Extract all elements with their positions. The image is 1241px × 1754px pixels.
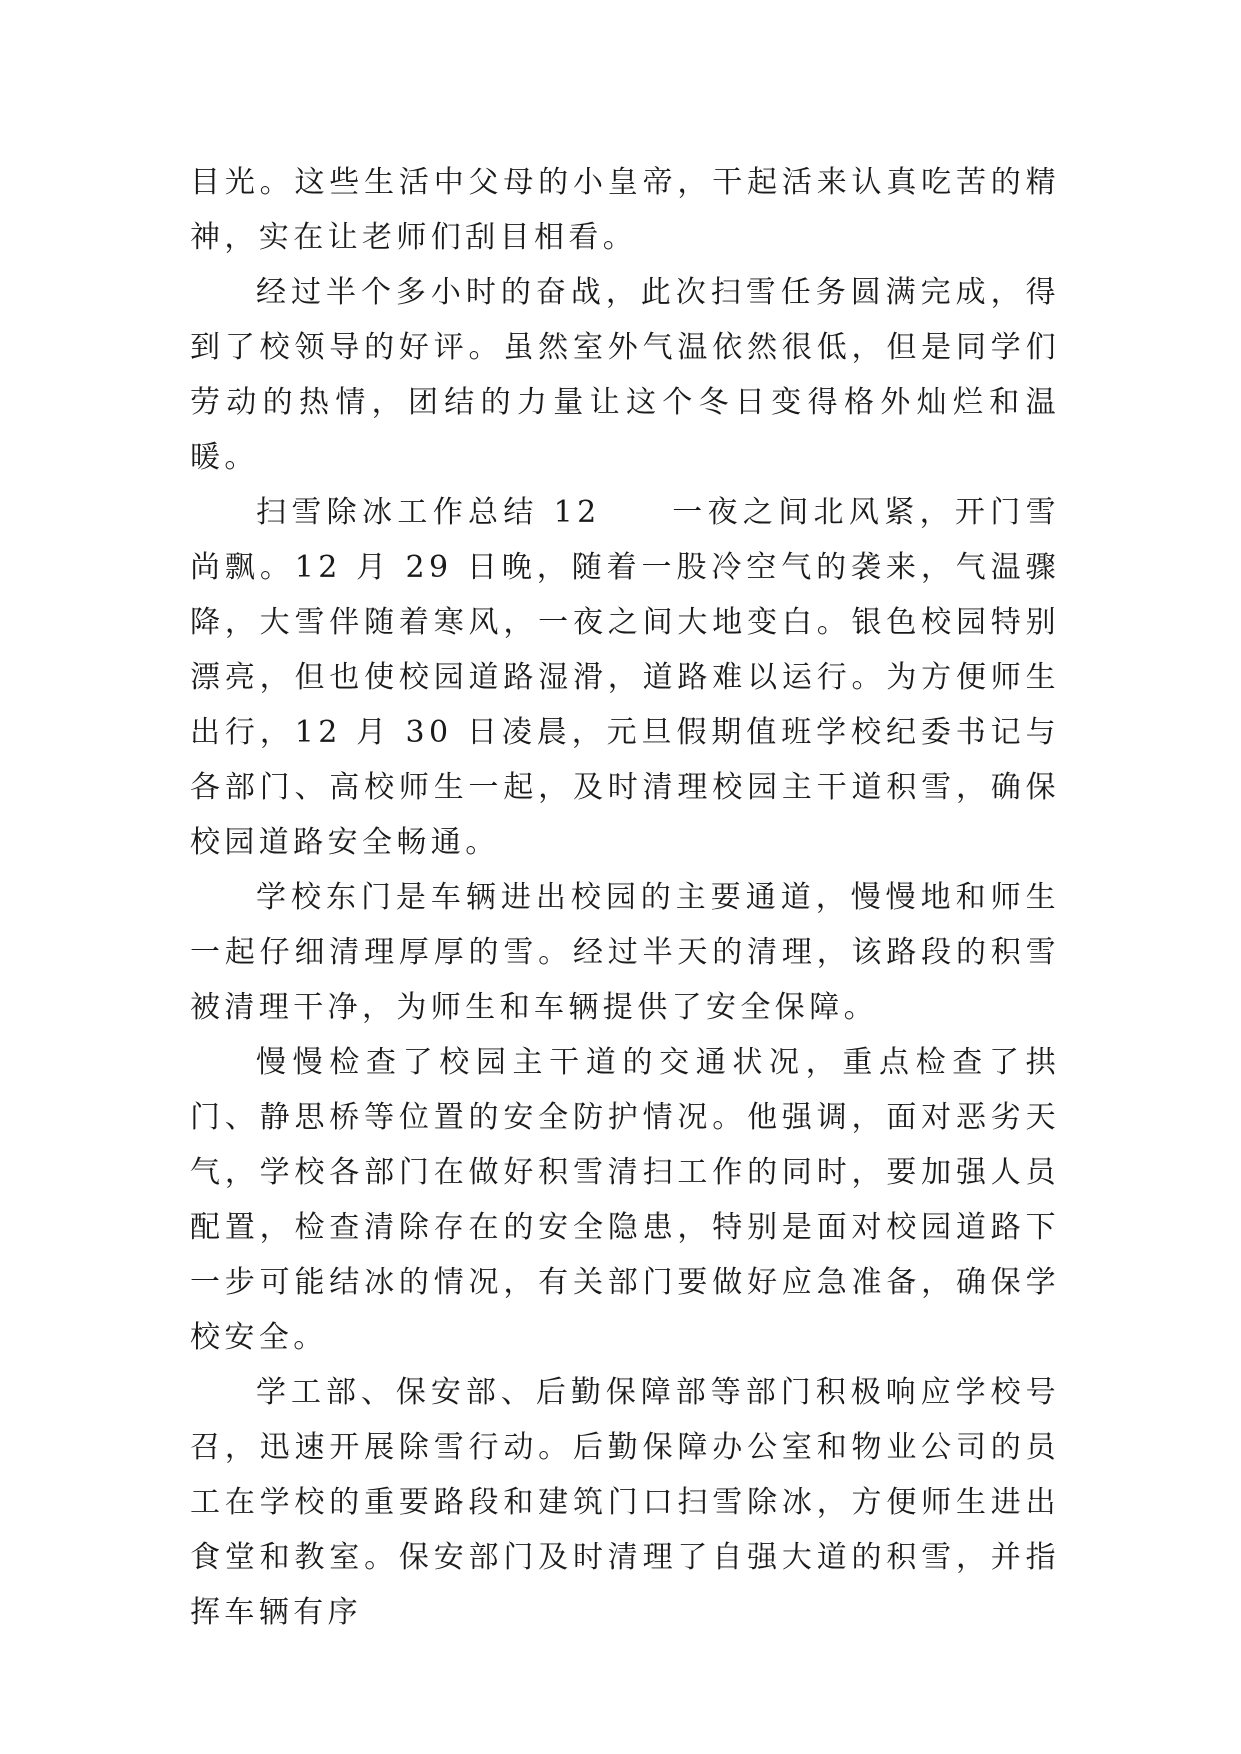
- paragraph-1: 目光。这些生活中父母的小皇帝，干起活来认真吃苦的精神，实在让老师们刮目相看。: [190, 165, 1060, 255]
- document-body: [190, 155, 1060, 1640]
- paragraph-2: 经过半个多小时的奋战，此次扫雪任务圆满完成，得到了校领导的好评。虽然室外气温依然很低，但是同学们劳动的热情，团结的力量让这个冬日变得格外灿烂和温暖。: [190, 275, 1060, 475]
- paragraph-4: 学校东门是车辆进出校园的主要通道，慢慢地和师生一起仔细清理厚厚的雪。经过半天的清理，该路段的积雪被清理干净，为师生和车辆提供了安全保障。: [190, 880, 1060, 1025]
- paragraph-3: 扫雪除冰工作总结 12 一夜之间北风紧，开门雪尚飘。12 月 29 日晚，随着一股冷空气的袭来，气温骤降，大雪伴随着寒风，一夜之间大地变白。银色校园特别漂亮，但也使校园道路湿滑，道路难以运行。为方便师生出行，12 月 30 日凌晨，元旦假期值班学校纪委书记与各部门、高校师生一起，及时清理校园主干道积雪，确保校园道路安全畅通。: [190, 495, 1060, 860]
- paragraph-5: 慢慢检查了校园主干道的交通状况，重点检查了拱门、静思桥等位置的安全防护情况。他强调，面对恶劣天气，学校各部门在做好积雪清扫工作的同时，要加强人员配置，检查清除存在的安全隐患，特别是面对校园道路下一步可能结冰的情况，有关部门要做好应急准备，确保学校安全。: [190, 1045, 1060, 1355]
- paragraph-6: 学工部、保安部、后勤保障部等部门积极响应学校号召，迅速开展除雪行动。后勤保障办公室和物业公司的员工在学校的重要路段和建筑门口扫雪除冰，方便师生进出食堂和教室。保安部门及时清理了自强大道的积雪，并指挥车辆有序: [190, 1375, 1060, 1630]
